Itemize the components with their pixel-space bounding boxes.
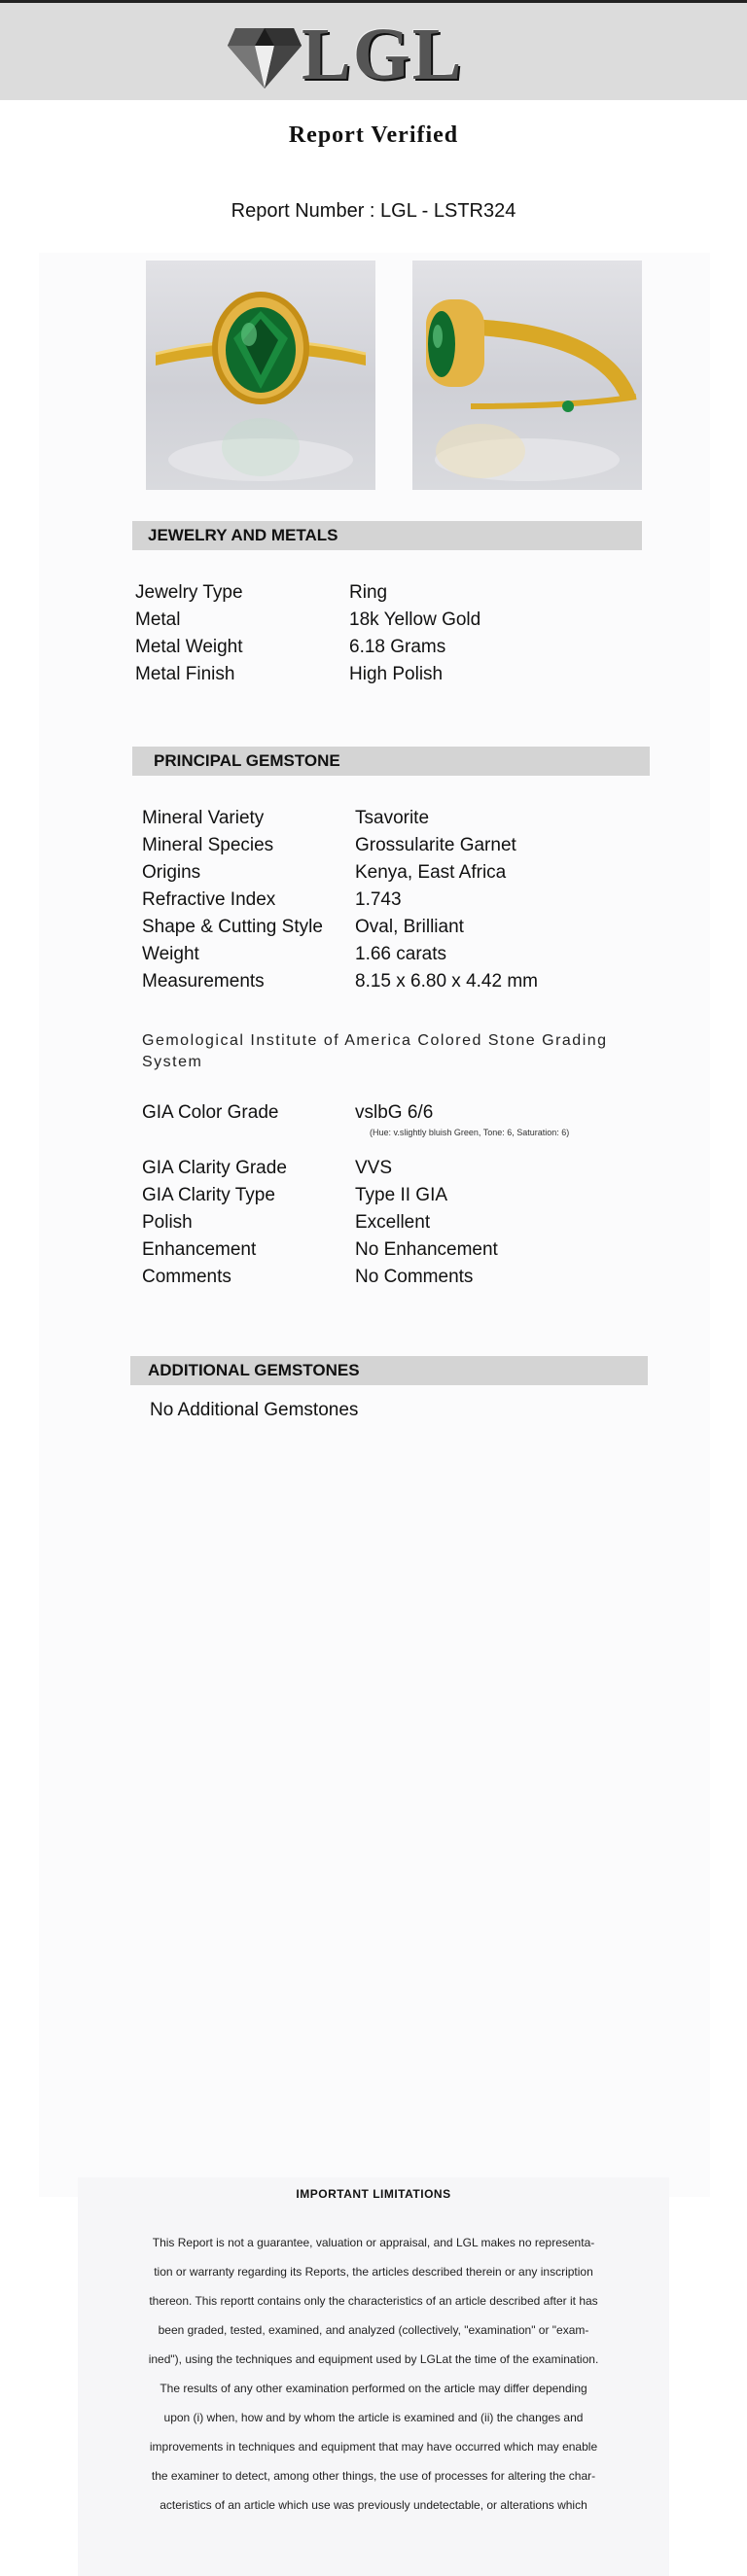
limitations-line: tion or warranty regarding its Reports, the articles described therein or any inscription [154, 2265, 593, 2279]
metal-finish-label: Metal Finish [135, 664, 235, 684]
logo-text: LGL [302, 14, 464, 95]
shape-cut-label: Shape & Cutting Style [142, 917, 323, 937]
hue-note: (Hue: v.slightly bluish Green, Tone: 6, Saturation: 6) [370, 1128, 570, 1137]
limitations-title: IMPORTANT LIMITATIONS [296, 2187, 451, 2201]
weight-label: Weight [142, 944, 199, 964]
measurements-label: Measurements [142, 971, 265, 992]
limitations-line: the examiner to detect, among other things, the use of processes for altering the char- [151, 2469, 596, 2483]
report-number: Report Number : LGL - LSTR324 [231, 200, 516, 222]
ring-front-photo[interactable] [146, 261, 375, 490]
enhancement-label: Enhancement [142, 1239, 257, 1260]
ring-front-image [146, 261, 375, 490]
jewelry-type-label: Jewelry Type [135, 582, 243, 603]
jewelry-section-header [132, 521, 642, 550]
principal-section-header [132, 747, 650, 776]
lgl-logo[interactable] [226, 14, 479, 95]
polish-value: Excellent [355, 1212, 431, 1233]
metal-finish-value: High Polish [349, 664, 444, 684]
principal-section-title: PRINCIPAL GEMSTONE [154, 751, 340, 770]
jewelry-type-value: Ring [349, 582, 388, 603]
limitations-line: acteristics of an article which use was previously undetectable, or alterations which [160, 2498, 587, 2512]
mineral-species-label: Mineral Species [142, 835, 274, 855]
limitations-line: been graded, tested, examined, and analyzed (collectively, "examination" or "exam- [158, 2323, 589, 2337]
header-banner [0, 3, 747, 100]
page-title: Report Verified [288, 122, 459, 148]
ring-side-photo[interactable] [412, 261, 642, 490]
ring-side-image [412, 261, 642, 490]
mineral-variety-label: Mineral Variety [142, 808, 265, 828]
refractive-index-value: 1.743 [355, 889, 402, 910]
important-limitations [78, 2177, 669, 2576]
limitations-line: upon (i) when, how and by whom the article is examined and (ii) the changes and [163, 2411, 584, 2424]
limitations-line: thereon. This reportt contains only the characteristics of an article described after it has [149, 2294, 598, 2308]
origins-value: Kenya, East Africa [355, 862, 507, 883]
limitations-line: This Report is not a guarantee, valuation or appraisal, and LGL makes no representa- [152, 2236, 595, 2249]
additional-section-header [130, 1356, 648, 1385]
mineral-species-value: Grossularite Garnet [355, 835, 516, 855]
metal-weight-label: Metal Weight [135, 637, 243, 657]
weight-value: 1.66 carats [355, 944, 446, 964]
limitations-line: The results of any other examination performed on the article may differ depending [160, 2382, 587, 2395]
limitations-line: improvements in techniques and equipment that may have occurred which may enable [149, 2440, 598, 2454]
jewelry-section-title: JEWELRY AND METALS [148, 526, 338, 544]
gia-grading-heading: Gemological Institute of America Colored Stone Grading System [142, 1032, 608, 1070]
gia-color-grade-label: GIA Color Grade [142, 1102, 279, 1123]
additional-gemstones-text: No Additional Gemstones [150, 1400, 359, 1420]
metal-weight-value: 6.18 Grams [349, 637, 446, 657]
comments-value: No Comments [355, 1267, 474, 1287]
diamond-icon [226, 24, 303, 92]
comments-label: Comments [142, 1267, 231, 1287]
measurements-value: 8.15 x 6.80 x 4.42 mm [355, 971, 538, 992]
polish-label: Polish [142, 1212, 193, 1233]
metal-label: Metal [135, 609, 181, 630]
gia-clarity-grade-label: GIA Clarity Grade [142, 1158, 287, 1178]
additional-section-title: ADDITIONAL GEMSTONES [148, 1361, 360, 1379]
gia-color-grade-value: vslbG 6/6 [355, 1102, 434, 1123]
origins-label: Origins [142, 862, 201, 883]
limitations-line: ined"), using the techniques and equipment used by LGLat the time of the examination. [148, 2352, 599, 2366]
gia-clarity-type-label: GIA Clarity Type [142, 1185, 275, 1205]
enhancement-value: No Enhancement [355, 1239, 498, 1260]
gia-clarity-type-value: Type II GIA [355, 1185, 448, 1205]
refractive-index-label: Refractive Index [142, 889, 276, 910]
metal-value: 18k Yellow Gold [349, 609, 481, 630]
mineral-variety-value: Tsavorite [355, 808, 430, 828]
gia-clarity-grade-value: VVS [355, 1158, 393, 1178]
shape-cut-value: Oval, Brilliant [355, 917, 464, 937]
